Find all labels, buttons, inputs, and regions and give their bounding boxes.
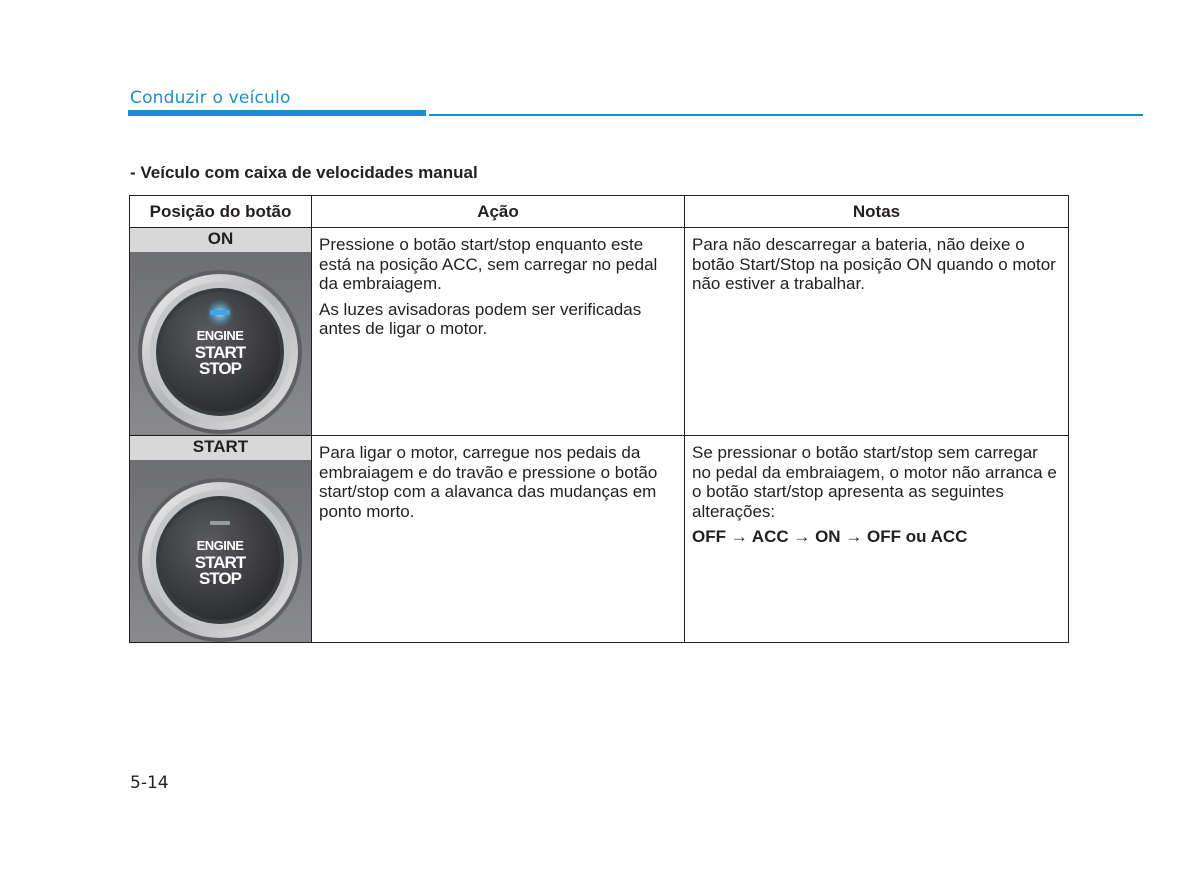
notes-text: Se pressionar o botão start/stop sem carregar no pedal da embraiagem, o motor não arranca e o botão start/stop apresenta as seguintes alterações:	[692, 443, 1057, 521]
section-title: Conduzir o veículo	[130, 88, 291, 108]
header-notes: Notas	[685, 196, 1069, 228]
button-position-table	[129, 195, 1069, 643]
svg-text:ENGINE: ENGINE	[196, 328, 244, 343]
svg-text:START: START	[194, 553, 246, 572]
svg-text:ENGINE: ENGINE	[196, 538, 244, 553]
page-number: 5-14	[130, 773, 169, 793]
position-cell	[130, 436, 312, 643]
notes-text: Para não descarregar a bateria, não deixe o botão Start/Stop na posição ON quando o motor não estiver a trabalhar.	[692, 235, 1056, 293]
notes-cell	[685, 436, 1069, 643]
subheading: - Veículo com caixa de velocidades manual	[130, 163, 478, 182]
table-row	[130, 436, 1069, 643]
action-text: Pressione o botão start/stop enquanto este está na posição ACC, sem carregar no pedal da embraiagem.	[319, 235, 658, 293]
svg-text:STOP: STOP	[199, 569, 241, 588]
action-cell	[312, 228, 685, 436]
header-position: Posição do botão	[130, 196, 312, 228]
notes-sequence: OFF → ACC → ON → OFF ou ACC	[692, 527, 968, 546]
notes-cell	[685, 228, 1069, 436]
action-cell	[312, 436, 685, 643]
svg-text:START: START	[194, 343, 246, 362]
action-text: Para ligar o motor, carregue nos pedais da embraiagem e do travão e pressione o botão start/stop com a alavanca das mudanças em ponto morto.	[319, 443, 658, 521]
engine-start-stop-button-start-icon	[130, 460, 311, 642]
svg-text:STOP: STOP	[199, 359, 241, 378]
action-text: As luzes avisadoras podem ser verificadas antes de ligar o motor.	[319, 299, 642, 338]
header-action: Ação	[312, 196, 685, 228]
table-header-row	[130, 196, 1069, 228]
position-label: START	[130, 436, 311, 460]
header-rule-thick	[128, 110, 426, 116]
engine-start-stop-button-on-icon	[130, 252, 311, 434]
header-rule-thin	[429, 114, 1143, 116]
position-label: ON	[130, 228, 311, 252]
table-row	[130, 228, 1069, 436]
position-cell	[130, 228, 312, 436]
